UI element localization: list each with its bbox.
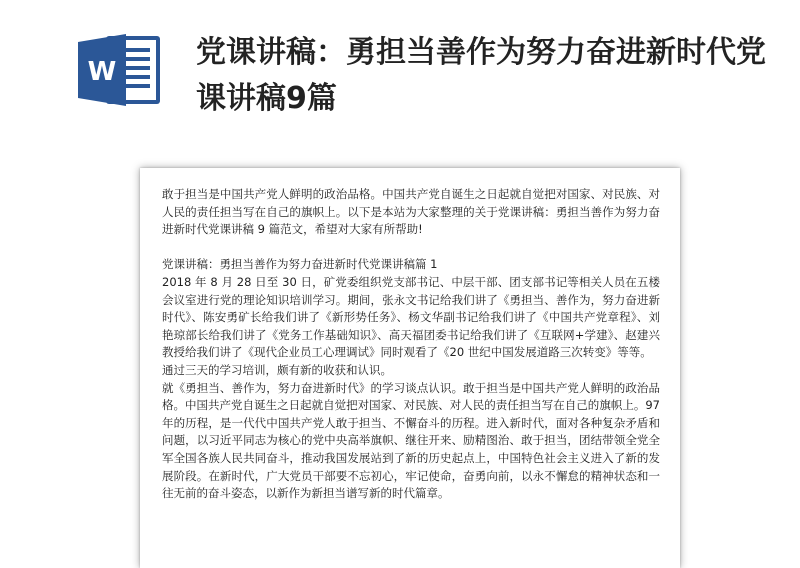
body-paragraph: 通过三天的学习培训，颇有新的收获和认识。 [162, 362, 392, 377]
body-paragraph: 2018 年 8 月 28 日至 30 日，矿党委组织党支部书记、中层干部、团支部书记等相关人员在五楼会议室进行党的理论知识培训学习。期间，张永文书记给我们讲了《勇担当、善作为，努力奋进新时代》、陈安勇矿长给我们讲了《新形势任务》、杨文华副书记给我们讲了《中国共产党章程》、刘艳琼部长给我们讲了《党务工作基础知识》、高天福团委书记给我们讲了《互联网+学建》、赵建兴教授给我们讲了《现代企业员工心理调试》同时观看了《20 世纪中国发展道路三次转变》等等。 [162, 274, 660, 360]
word-icon-letter: W [87, 57, 117, 87]
intro-paragraph: 敢于担当是中国共产党人鲜明的政治品格。中国共产党自诞生之日起就自觉把对国家、对民族、对人民的责任担当写在自己的旗帜上。以下是本站为大家整理的关于党课讲稿：勇担当善作为努力奋进新时代党课讲稿 9 篇范文，希望对大家有所帮助! [162, 187, 660, 237]
section-heading: 党课讲稿：勇担当善作为努力奋进新时代党课讲稿篇 1 [162, 257, 438, 272]
document-title: 党课讲稿：勇担当善作为努力奋进新时代党课讲稿9篇 [196, 35, 766, 116]
body-paragraph: 就《勇担当、善作为，努力奋进新时代》的学习谈点认识。敢于担当是中国共产党人鲜明的政治品格。中国共产党自诞生之日起就自觉把对国家、对民族、对人民的责任担当写在自己的旗帜上。97 年的历程，是一代代中国共产党人敢于担当、不懈奋斗的历程。进入新时代，面对各种复杂矛盾和问题，以习近平同志为核心的党中央高举旗帜、继往开来、励精图治、敢于担当，团结带领全党全军全国各族人民共同奋斗，推动我国发展站到了新的历史起点上，中国特色社会主义进入了新的发展阶段。在新时代，广大党员干部要不忘初心，牢记使命，奋勇向前，以永不懈怠的精神状态和一往无前的奋斗姿态，以新作为新担当谱写新的时代篇章。 [162, 380, 660, 501]
word-icon [76, 32, 164, 108]
document-page [140, 168, 680, 568]
blank-line [162, 239, 660, 257]
document-body [162, 186, 660, 503]
